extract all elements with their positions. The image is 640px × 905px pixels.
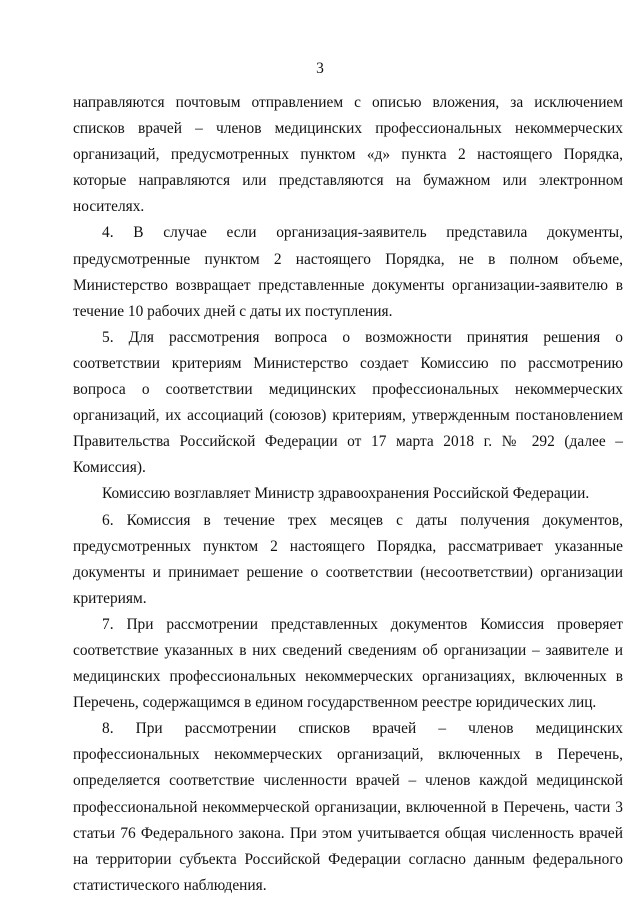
paragraph-continuation: направляются почтовым отправлением с описью вложения, за исключением списков врачей – членов медицинских профессиональных некоммерческих организаций, предусмотренных пунктом «д» пункта 2 настоящего Порядка, которые направляются или представляются на бумажном или электронном носителях. xyxy=(73,94,623,216)
page-number: 3 xyxy=(316,60,324,77)
document-body xyxy=(73,90,623,899)
paragraph-item-6: 6. Комиссия в течение трех месяцев с даты получения документов, предусмотренных пунктом 2 настоящего Порядка, рассматривает указанные документы и принимает решение о соответствии (несоответствии) организации критериям. xyxy=(73,511,623,607)
paragraph-commission-chair: Комиссию возглавляет Министр здравоохранения Российской Федерации. xyxy=(102,485,590,503)
paragraph-item-8: 8. При рассмотрении списков врачей – членов медицинских профессиональных некоммерческих организаций, включенных в Перечень, определяется соответствие численности врачей – членов каждой медицинской профессиональной некоммерческой организации, включенной в Перечень, части 3 статьи 76 Федерального закона. При этом учитывается общая численность врачей на территории субъекта Российской Федерации согласно данным федерального статистического наблюдения. xyxy=(73,720,623,894)
paragraph-item-4: 4. В случае если организация-заявитель представила документы, предусмотренные пунктом 2 настоящего Порядка, не в полном объеме, Министерство возвращает представленные документы организации-заявителю в течение 10 рабочих дней с даты их поступления. xyxy=(73,224,623,320)
paragraph-item-7: 7. При рассмотрении представленных документов Комиссия проверяет соответствие указанных в них сведений сведениям об организации – заявителе и медицинских профессиональных некоммерческих организациях, включенных в Перечень, содержащимся в едином государственном реестре юридических лиц. xyxy=(73,615,623,712)
paragraph-item-5: 5. Для рассмотрения вопроса о возможности принятия решения о соответствии критериям Министерство создает Комиссию по рассмотрению вопроса о соответствии медицинских профессиональных некоммерческих организаций, их ассоциаций (союзов) критериям, утвержденным постановлением Правительства Российской Федерации от 17 марта 2018 г. № 292 (далее – Комиссия). xyxy=(73,328,623,477)
